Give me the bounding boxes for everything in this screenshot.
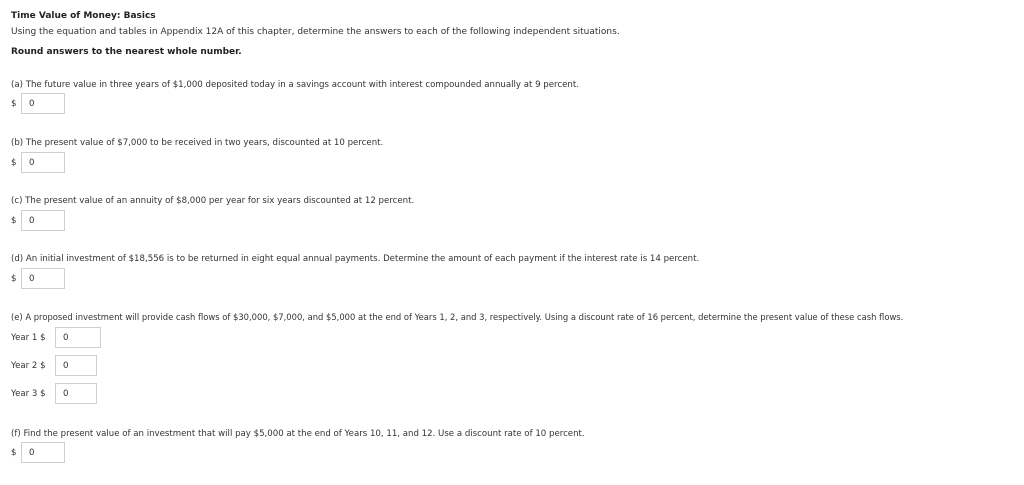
year-2-answer-input[interactable] [55, 355, 97, 376]
year-3-label: Year 3 $ [11, 389, 46, 399]
question-a-answer-input[interactable] [21, 93, 65, 114]
year-3-answer-input[interactable] [55, 383, 97, 404]
instructions-text: Using the equation and tables in Appendix 12A of this chapter, determine the answers to each of the following independent situations. [11, 27, 620, 37]
question-a-text: (a) The future value in three years of $1,000 deposited today in a savings account with interest compounded annually at 9 percent. [11, 80, 579, 90]
question-f-text: (f) Find the present value of an investment that will pay $5,000 at the end of Years 10, 11, and 12. Use a discount rate of 10 percent. [11, 429, 585, 439]
question-d-dollar-label: $ [11, 274, 17, 284]
year-1-answer-input[interactable] [55, 327, 101, 348]
question-c-dollar-label: $ [11, 216, 17, 226]
question-a-dollar-label: $ [11, 99, 17, 109]
question-c-text: (c) The present value of an annuity of $8,000 per year for six years discounted at 12 percent. [11, 196, 415, 206]
question-e-text: (e) A proposed investment will provide cash flows of $30,000, $7,000, and $5,000 at the end of Years 1, 2, and 3, respectively. Using a discount rate of 16 percent, determine the present value of these cash flows. [11, 312, 904, 322]
question-b-answer-input[interactable] [21, 152, 65, 173]
question-d-answer-input[interactable] [21, 268, 65, 289]
question-b-dollar-label: $ [11, 158, 17, 168]
year-2-label: Year 2 $ [11, 361, 46, 371]
rounding-note: Round answers to the nearest whole number. [11, 47, 242, 57]
year-1-label: Year 1 $ [11, 333, 46, 343]
question-d-text: (d) An initial investment of $18,556 is to be returned in eight equal annual payments. Determine the amount of each payment if the interest rate is 14 percent. [11, 254, 700, 264]
question-f-answer-input[interactable] [21, 442, 65, 463]
question-f-dollar-label: $ [11, 448, 17, 458]
page-title: Time Value of Money: Basics [11, 11, 156, 21]
question-b-text: (b) The present value of $7,000 to be received in two years, discounted at 10 percent. [11, 138, 384, 148]
question-c-answer-input[interactable] [21, 210, 65, 231]
